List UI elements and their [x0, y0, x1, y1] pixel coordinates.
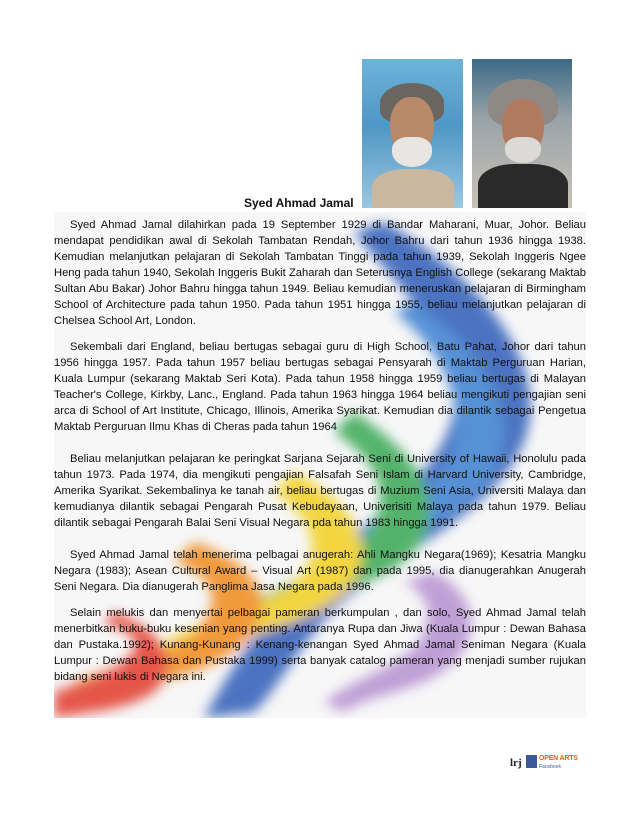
article-box — [54, 212, 586, 718]
facebook-icon — [526, 755, 537, 768]
paragraph: Beliau melanjutkan pelajaran ke peringkat Sarjana Sejarah Seni di University of Hawaii, Honolulu pada tahun 1973. Pada 1974, dia mengikuti pengajian Falsafah Seni Islam di Harvard University, Cambridge, Amerika Syarikat. Sekembalinya ke tanah air, beliau bertugas di Muzium Seni Asia, Universiti Malaya dan kemudianya dilantik sebagai Pengarah Pusat Kebudayaan, Univerisiti Malaya pada tahun 1979. Beliau dilantik sebagai Pengarah Balai Seni Visual Negara pda tahun 1983 hingga 1991. — [54, 453, 586, 529]
beard-shape — [392, 137, 432, 167]
initials-mark: lrj — [510, 757, 522, 769]
portrait-photo-2 — [472, 59, 572, 208]
beard-shape — [505, 137, 541, 163]
portrait-photo-1 — [362, 59, 463, 208]
shirt-shape — [372, 169, 454, 208]
paragraph: Selain melukis dan menyertai pelbagai pameran berkumpulan , dan solo, Syed Ahmad Jamal telah menerbitkan buku-buku kesenian yang penting. Antaranya Rupa dan Jiwa (Kuala Lumpur : Dewan Bahasa dan Pustaka.1992); Kunang-Kunang : Kenang-kenangan Syed Ahmad Jamal Seniman Negara (Kuala Lumpur : Dewan Bahasa dan Pustaka 1999) serta banyak catalog pameran yang menjadi sumber rujukan bidang seni lukis di Negara ini. — [54, 607, 586, 683]
paragraph: Syed Ahmad Jamal dilahirkan pada 19 September 1929 di Bandar Maharani, Muar, Johor. Beliau mendapat pendidikan awal di Sekolah Tambatan Rendah, Johor Bahru dari tahun 1936 hingga 1938. Kemudian melanjutkan pelajaran di Sekolah Tambatan Tinggi pada tahun 1939, Sekolah Inggeris Ngee Heng pada tahun 1940, Sekolah Inggeris Bukit Zaharah dan Seterusnya English College (sekarang Maktab Sultan Abu Bakar) Johor Bahru hingga tahun 1949. Beliau kemudian meneruskan pelajaran di Birmingham School of Architecture pada tahun 1950. Pada tahun 1951 hingga 1955, beliau melanjutkan pelajaran di Chelsea School Art, London. — [54, 219, 586, 327]
biography-text — [54, 217, 586, 695]
paragraph: Syed Ahmad Jamal telah menerima pelbagai anugerah: Ahli Mangku Negara(1969); Kesatria Mangku Negara (1983); Asean Cultural Award – Visual Art (1987) dan pada 1995, dia dianugerahkan Anugerah Seni Negara. Dia dianugerah Panglima Jasa Negara pada 1996. — [54, 549, 586, 593]
photo-caption: Syed Ahmad Jamal — [244, 196, 354, 210]
logo-subtext: Facebook — [539, 764, 561, 770]
footer-logo — [510, 755, 582, 773]
logo-text: OPEN ARTS — [539, 755, 578, 762]
shirt-shape — [478, 164, 568, 208]
paragraph: Sekembali dari England, beliau bertugas sebagai guru di High School, Batu Pahat, Johor dari tahun 1956 hingga 1957. Pada tahun 1957 beliau bertugas sebagai Pensyarah di Maktab Perguruan Harian, Kuala Lumpur (sekarang Maktab Seri Kota). Pada tahun 1958 hingga 1959 beliau bertugas di Malayan Teacher's College, Kirkby, Lanc., England. Pada tahun 1963 hingga 1964 beliau mengikuti pengajian seni arca di School of Art Institute, Chicago, Illinois, Amerika Syarikat. Kemudian dia dilantik sebagai Pengetua Maktab Perguruan Ilmu Khas di Cheras pada tahun 1964 — [54, 341, 586, 433]
